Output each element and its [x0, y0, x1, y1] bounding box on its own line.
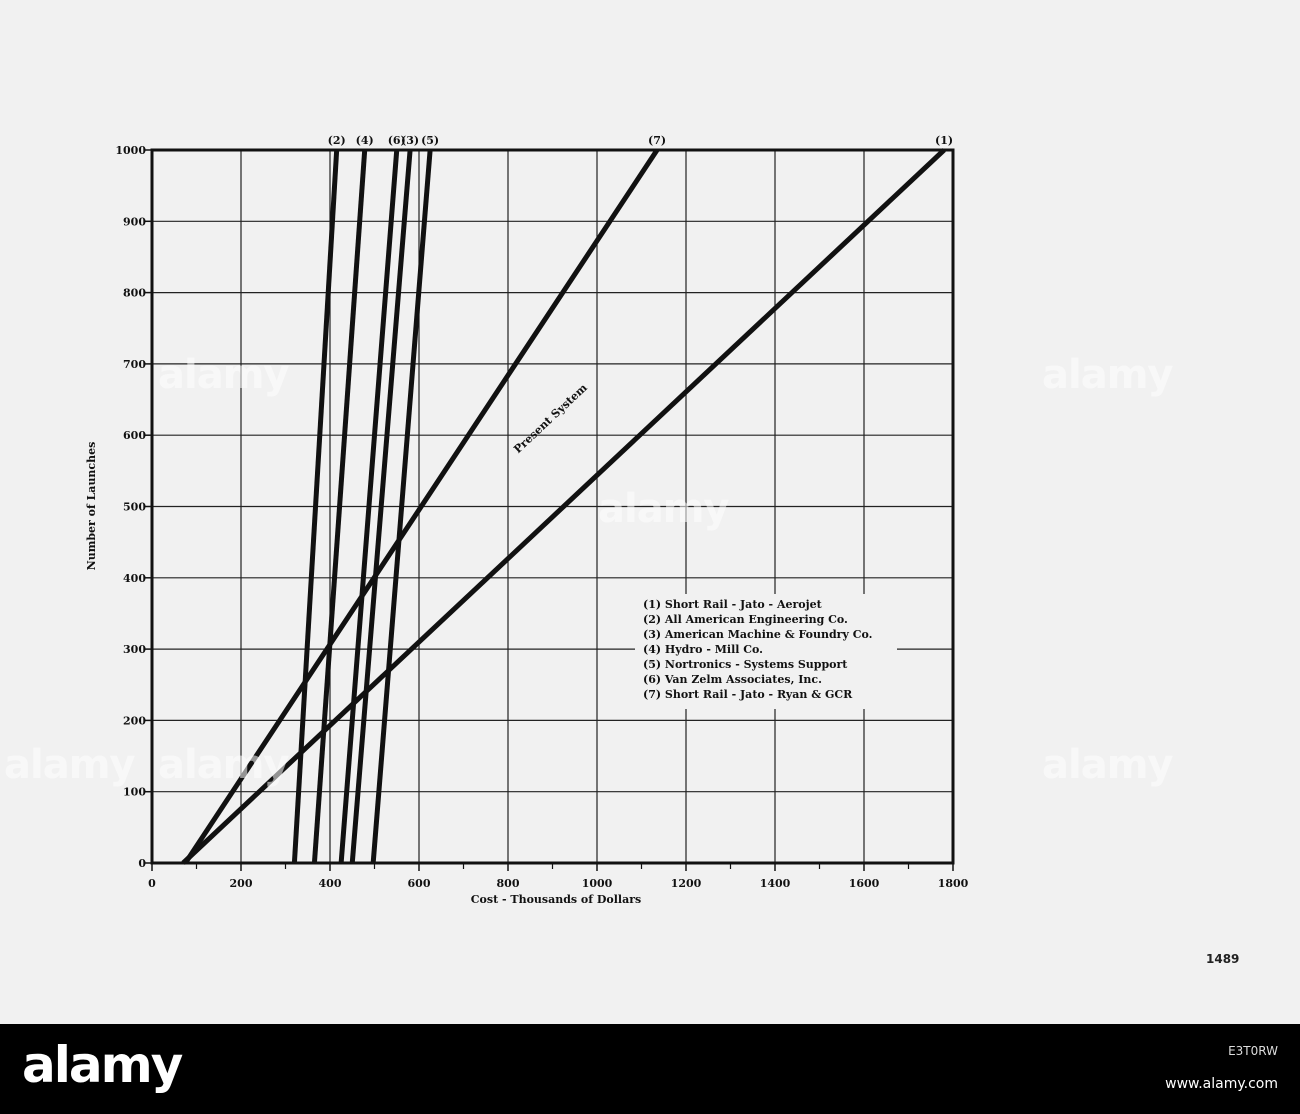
legend-entry: (4) Hydro - Mill Co.	[643, 643, 763, 656]
legend-entry: (2) All American Engineering Co.	[643, 613, 848, 626]
watermark: alamy	[598, 486, 729, 532]
legend-entry: (3) American Machine & Foundry Co.	[643, 628, 873, 641]
y-axis-label: Number of Launches	[85, 441, 98, 571]
x-tick-label: 200	[229, 877, 253, 890]
legend-entry: (7) Short Rail - Jato - Ryan & GCR	[643, 688, 853, 701]
series-end-label: (3)	[401, 134, 420, 147]
x-tick-label: 800	[496, 877, 520, 890]
y-tick-label: 600	[123, 429, 146, 443]
y-tick-label: 100	[123, 785, 146, 799]
series-end-labels	[328, 134, 954, 147]
series-end-label: (7)	[648, 134, 667, 147]
y-tick-label: 900	[123, 215, 146, 229]
y-tick-label: 400	[123, 571, 146, 585]
x-tick-label: 1400	[759, 877, 791, 890]
x-tick-label: 1800	[937, 877, 969, 890]
page-number: 1489	[1206, 952, 1240, 966]
y-tick-label: 500	[123, 500, 146, 514]
legend-entry: (5) Nortronics - Systems Support	[643, 658, 848, 671]
x-axis-label: Cost - Thousands of Dollars	[470, 893, 642, 906]
image-id: E3T0RW	[1228, 1044, 1278, 1058]
y-tick-label: 0	[138, 857, 146, 870]
brand-logo[interactable]: alamy	[22, 1036, 182, 1094]
series-end-label: (6)	[387, 134, 406, 147]
y-tick-label: 300	[123, 643, 146, 657]
legend-entry: (1) Short Rail - Jato - Aerojet	[643, 598, 822, 611]
x-tick-label: 1200	[670, 877, 702, 890]
site-url[interactable]: www.alamy.com	[1165, 1076, 1278, 1092]
y-tick-label: 800	[123, 286, 146, 300]
series-end-label: (1)	[935, 134, 954, 147]
watermark: alamy	[4, 742, 135, 788]
footer-bar	[0, 1024, 1300, 1114]
series-end-label: (5)	[421, 134, 440, 147]
legend-entry: (6) Van Zelm Associates, Inc.	[643, 673, 822, 686]
series-end-label: (4)	[355, 134, 374, 147]
watermark: alamy	[1042, 352, 1173, 398]
watermark: alamy	[158, 352, 289, 398]
y-tick-label: 700	[123, 357, 146, 371]
x-tick-label: 0	[148, 877, 156, 890]
x-tick-label: 1600	[848, 877, 880, 890]
annotations	[511, 381, 590, 456]
y-tick-label: 200	[123, 714, 146, 728]
x-tick-label: 600	[407, 877, 431, 890]
watermark: alamy	[1042, 742, 1173, 788]
y-tick-label: 1000	[115, 144, 146, 157]
series-end-label: (2)	[327, 134, 346, 147]
watermark: alamy	[158, 742, 289, 788]
x-tick-label: 400	[318, 877, 342, 890]
series-annotation: Present System	[511, 381, 590, 456]
x-tick-label: 1000	[581, 877, 613, 890]
